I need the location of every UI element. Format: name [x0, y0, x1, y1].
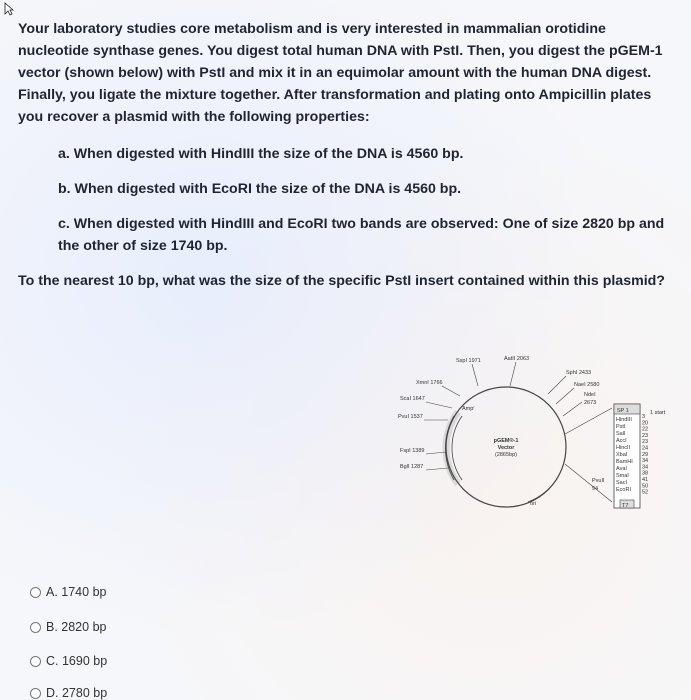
mcs-site-number: 23 — [642, 439, 649, 446]
right-label-2: NaeI 2580 — [574, 382, 600, 388]
pvuii-num: 94 — [592, 486, 599, 492]
answer-option-c-label: C. 1690 bp — [46, 654, 108, 668]
pgem1-vector-map — [398, 352, 680, 520]
mcs-site-number: 50 — [642, 483, 649, 490]
question-text: Your laboratory studies core metabolism and is very interested in mammalian orotidine nucleotide synthase genes. You digest total human DNA with PstI. Then, you digest the pGEM-1 vector (shown below) with PstI and mix it in an equimolar amount with the human DNA digest. Finally, you ligate the mixture together. After transformation and plating onto Ampicillin plates you recover a plasmid with the following properties: — [18, 21, 663, 125]
answer-option-d-label: D. 2780 bp — [46, 686, 108, 700]
property-a: a. When digested with HindIII the size of the DNA is 4560 bp. — [58, 146, 464, 162]
mcs-site-label: AvaI — [616, 466, 627, 472]
answer-option-c[interactable] — [30, 654, 107, 668]
mcs-site-number: 41 — [642, 477, 649, 483]
mcs-site-number: 34 — [642, 458, 649, 465]
mcs-site-label: BamHI — [616, 459, 633, 465]
vector-subtitle: Vector — [497, 445, 515, 451]
answer-option-a[interactable] — [30, 585, 106, 599]
mcs-site-label: SacI — [616, 480, 628, 486]
mcs-site-number: 22 — [642, 426, 649, 433]
right-label-1: SphI 2433 — [566, 370, 592, 376]
start-label: 1 start — [650, 410, 666, 416]
mcs-site-label: PstI — [616, 424, 626, 430]
vector-title: pGEM®-1 — [493, 438, 519, 444]
left-label-5: BglI 1287 — [400, 464, 424, 470]
mcs-site-label: SmaI — [616, 473, 629, 479]
ori-arc — [528, 477, 558, 502]
mcs-site-label: HindIII — [616, 417, 632, 423]
mcs-top: SP 1 — [617, 408, 629, 414]
left-label-2: ScaI 1647 — [400, 396, 425, 402]
property-b: b. When digested with EcoRI the size of the DNA is 4560 bp. — [58, 181, 462, 197]
mcs-site-label: SalI — [616, 431, 626, 437]
top-label-2: AatII 2063 — [504, 356, 530, 362]
radio-icon[interactable] — [30, 587, 41, 598]
radio-icon[interactable] — [30, 688, 41, 699]
amp-label: Ampʳ — [462, 406, 475, 412]
answer-option-a-label: A. 1740 bp — [46, 585, 107, 599]
mcs-site-number: 20 — [642, 420, 649, 427]
question-prompt: To the nearest 10 bp, what was the size of the specific PstI insert contained within this plasmid? — [18, 273, 665, 289]
mcs-site-label: AccI — [616, 438, 627, 444]
answer-option-b[interactable] — [30, 620, 106, 634]
property-c: c. When digested with HindIII and EcoRI two bands are observed: One of size 2820 bp and the other of size 1740 bp. — [58, 216, 665, 254]
pvuii-label: PvuII — [592, 478, 605, 484]
radio-icon[interactable] — [30, 622, 41, 633]
left-label-3: PvuI 1537 — [398, 414, 423, 420]
top-label-1: SspI 1971 — [456, 358, 481, 364]
right-label-4: 2673 — [584, 400, 597, 406]
mcs-site-number: 29 — [642, 451, 649, 458]
mcs-bottom: T7 — [622, 503, 629, 509]
mouse-cursor-icon — [4, 2, 14, 16]
left-label-4: FspI 1389 — [400, 448, 425, 454]
radio-icon[interactable] — [30, 656, 41, 667]
mcs-site-label: HincII — [616, 445, 631, 451]
ori-label: ori — [530, 501, 537, 507]
vector-size: (2865bp) — [494, 452, 518, 458]
answer-option-b-label: B. 2820 bp — [46, 620, 107, 634]
answer-option-d[interactable] — [30, 686, 107, 700]
mcs-site-number: 38 — [642, 470, 649, 477]
mcs-site-number: 24 — [642, 445, 649, 452]
mcs-site-number: 23 — [642, 432, 649, 439]
right-label-3: NdeI — [584, 392, 596, 398]
left-label-1: XmnI 1766 — [416, 380, 443, 386]
mcs-site-number: 52 — [642, 489, 649, 496]
mcs-site-number: 3 — [642, 414, 646, 420]
mcs-site-label: EcoRI — [616, 487, 631, 493]
mcs-site-number: 34 — [642, 464, 649, 471]
mcs-site-label: XbaI — [616, 452, 628, 458]
mcs-numbers — [642, 414, 648, 496]
